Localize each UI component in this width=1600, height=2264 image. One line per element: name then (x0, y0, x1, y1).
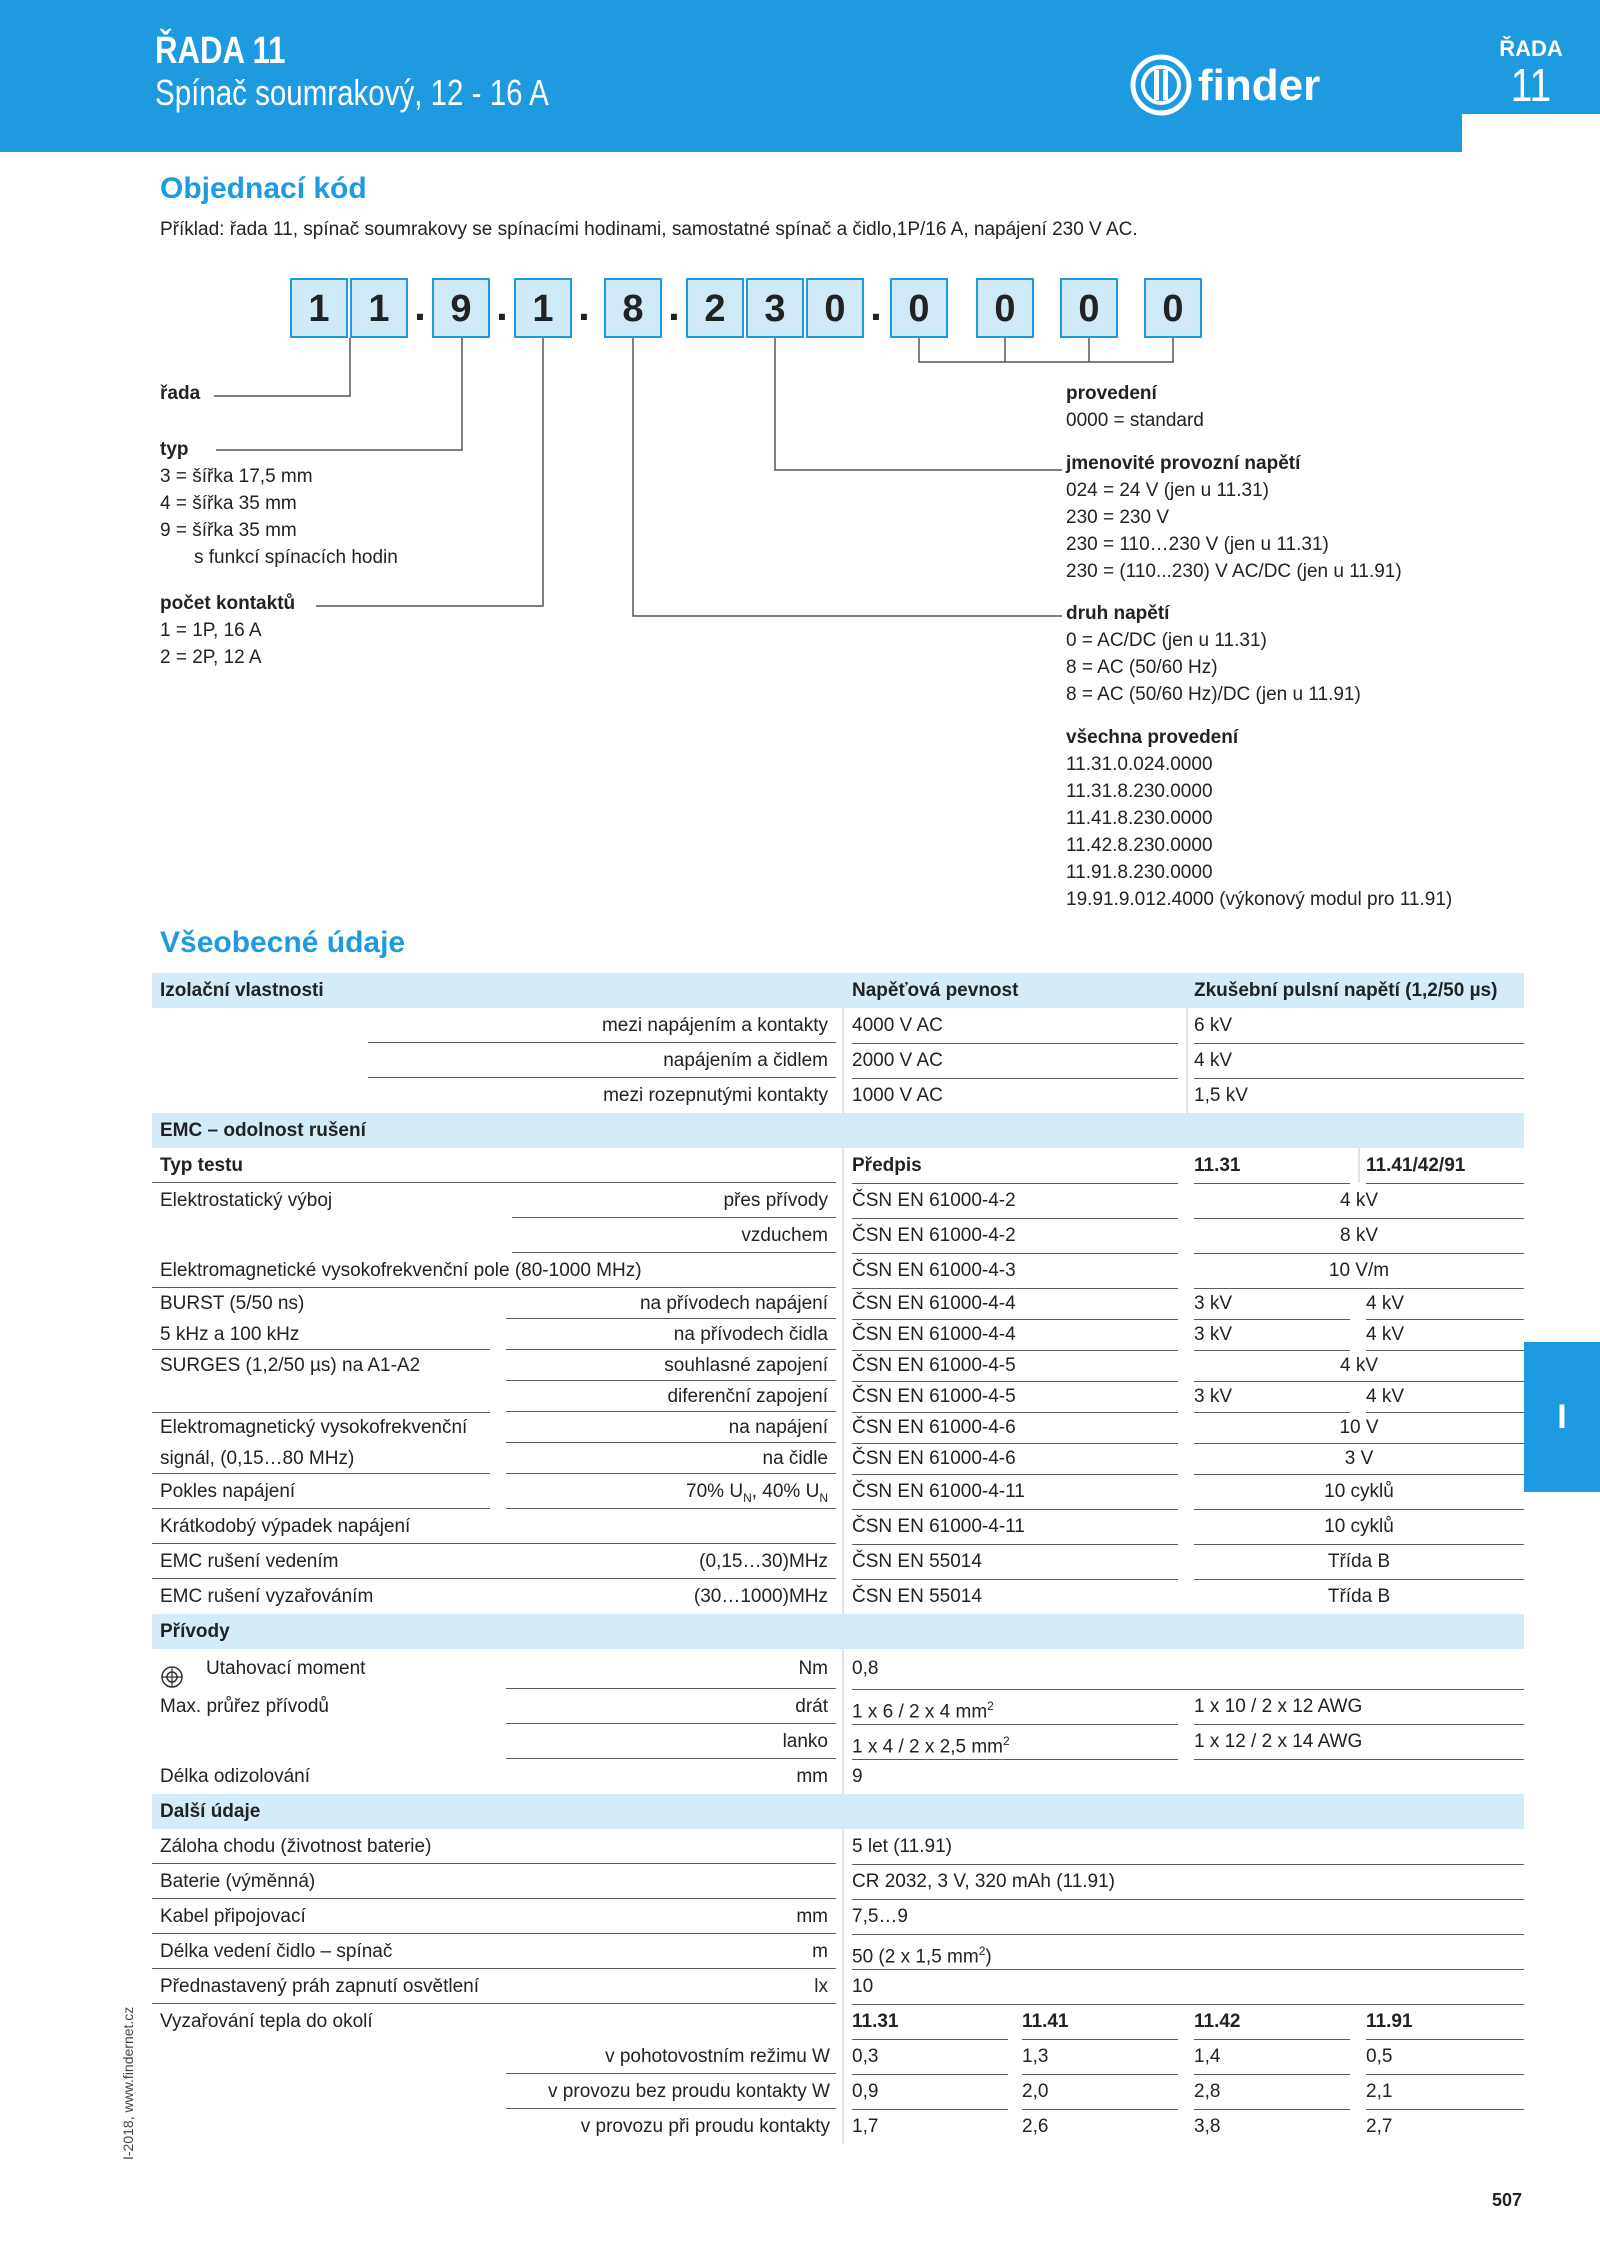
kontakty-title: počet kontaktů (160, 593, 296, 614)
cell: ČSN EN 61000-4-11 (852, 1474, 1178, 1510)
cell: 1 x 12 / 2 x 14 AWG (1194, 1724, 1524, 1760)
cell: signál, (0,15…80 MHz) (152, 1443, 490, 1474)
table-row (152, 1759, 1524, 1794)
cell: 3 V (1194, 1443, 1524, 1475)
cell: mezi napájením a kontakty (368, 1008, 836, 1043)
table-row (152, 1899, 1524, 1934)
cell: 50 (2 x 1,5 $mm^2$) (852, 1934, 1524, 1970)
table-row (152, 1043, 1524, 1078)
vsechna-title: všechna provedení (1066, 727, 1239, 748)
side-tab: I (1524, 1342, 1600, 1492)
cell: vzduchem (512, 1218, 836, 1253)
cell: lanko (506, 1724, 836, 1759)
cell: ČSN EN 61000-4-6 (852, 1443, 1178, 1475)
table-row (152, 1509, 1524, 1544)
table-row (152, 1350, 1524, 1381)
napeti-block (1066, 450, 1402, 585)
table-row (152, 1113, 1524, 1148)
druh-line: 0 = AC/DC (jen u 11.31) (1066, 630, 1267, 651)
code-dot: . (668, 282, 680, 329)
cell: CR 2032, 3 V, 320 mAh (11.91) (852, 1864, 1524, 1900)
series-tab-label: ŘADA (1499, 36, 1563, 61)
cell: 4 kV (1366, 1288, 1524, 1320)
cell: 6 kV (1194, 1008, 1524, 1044)
cell: 3 kV (1194, 1319, 1350, 1351)
code-digit: 0 (1144, 278, 1202, 338)
cell: diferenční zapojení (506, 1381, 836, 1412)
kontakty-block (160, 590, 295, 671)
emc-header: 11.31 (1194, 1148, 1350, 1184)
cell: 11.91 (1366, 2004, 1524, 2040)
code-dot: . (496, 282, 508, 329)
cell: 4 kV (1194, 1043, 1524, 1079)
iso-header: Izolační vlastnosti (160, 980, 324, 1001)
table-row (152, 1443, 1524, 1474)
cell: Kabel připojovací (152, 1899, 836, 1934)
cell: Elektromagnetické vysokofrekvenční pole (80-1000 MHz) (152, 1253, 836, 1288)
cell: 3,8 (1194, 2116, 1221, 2137)
cell: 8 kV (1194, 1218, 1524, 1254)
cell: ČSN EN 61000-4-4 (852, 1319, 1178, 1351)
cell: mm (796, 1906, 828, 1927)
cell: 1,3 (1022, 2039, 1178, 2075)
cell (152, 1381, 490, 1413)
cell: Délka vedení čidlo – spínač (152, 1934, 836, 1969)
cell: BURST (5/50 ns) (160, 1293, 305, 1314)
order-heading: Objednací kód (160, 172, 367, 205)
napeti-line: 230 = (110...230) V AC/DC (jen u 11.91) (1066, 561, 1402, 582)
code-digit: 9 (432, 278, 490, 338)
table-row (152, 1183, 1524, 1218)
table-row (152, 1381, 1524, 1412)
vsechna-line: 11.31.0.024.0000 (1066, 754, 1213, 775)
table-row (152, 1319, 1524, 1350)
cell: 4 kV (1366, 1319, 1524, 1351)
table-row (152, 1649, 1524, 1689)
cell: 2000 V AC (852, 1043, 1178, 1079)
cell: Utahovací moment (206, 1658, 366, 1679)
iso-header: Zkušební pulsní napětí (1,2/50 µs) (1194, 980, 1498, 1001)
cell: EMC rušení vyzařováním (160, 1586, 374, 1607)
cell: 7,5…9 (852, 1899, 1524, 1935)
cell: 10 V/m (1194, 1253, 1524, 1289)
druh-line: 8 = AC (50/60 Hz) (1066, 657, 1218, 678)
table-row (152, 2109, 1524, 2144)
cell: 10 V (1194, 1412, 1524, 1444)
table-row (152, 1412, 1524, 1443)
side-note: I-2018, www.findernet.cz (120, 2006, 136, 2160)
series-title: ŘADA 11 (155, 30, 286, 72)
code-dot: . (870, 282, 882, 329)
table-row (152, 1148, 1524, 1183)
emc-header: 11.41/42/91 (1366, 1148, 1524, 1184)
cell: 2,6 (1022, 2116, 1049, 2137)
cell: 2,8 (1194, 2074, 1350, 2110)
dalsi-band: Další údaje (160, 1801, 261, 1822)
table-row (152, 1724, 1524, 1759)
cell: Max. průřez přívodů (160, 1696, 329, 1717)
cell: 70% $U_N$, 40% $U_N$ (506, 1474, 836, 1509)
cell: (0,15…30)MHz (699, 1551, 828, 1572)
logo-text: finder (1198, 61, 1321, 110)
code-digit: 1 (350, 278, 408, 338)
table-row (152, 2039, 1524, 2074)
provedeni-line: 0000 = standard (1066, 410, 1204, 431)
cell: ČSN EN 55014 (852, 1544, 1178, 1580)
cell: na napájení (506, 1412, 836, 1443)
cell: v pohotovostním režimu W (506, 2039, 836, 2074)
cell: 1,7 (852, 2116, 879, 2137)
druh-line: 8 = AC (50/60 Hz)/DC (jen u 11.91) (1066, 684, 1361, 705)
cell: 0,3 (852, 2039, 1008, 2075)
code-digit: 0 (890, 278, 948, 338)
druh-title: druh napětí (1066, 603, 1170, 624)
cell: 11.31 (852, 2004, 1008, 2040)
cell: ČSN EN 61000-4-2 (852, 1218, 1178, 1254)
cell: EMC rušení vedením (152, 1544, 836, 1579)
code-digit: 3 (746, 278, 804, 338)
cell: Pokles napájení (152, 1474, 490, 1509)
table-row (152, 1078, 1524, 1113)
cell: 4 kV (1366, 1381, 1524, 1413)
code-digit: 1 (514, 278, 572, 338)
table-row (152, 1288, 1524, 1319)
emc-band: EMC – odolnost rušení (160, 1120, 366, 1141)
vsechna-line: 11.41.8.230.0000 (1066, 808, 1213, 829)
cell: 2,0 (1022, 2074, 1178, 2110)
napeti-title: jmenovité provozní napětí (1066, 453, 1301, 474)
table-row (152, 973, 1524, 1008)
cell: 4 kV (1194, 1350, 1524, 1382)
cell: Elektrostatický výboj (160, 1190, 333, 1211)
typ-line: 4 = šířka 35 mm (160, 493, 297, 514)
cell: ČSN EN 61000-4-5 (852, 1381, 1178, 1413)
cell: 0,9 (852, 2074, 1008, 2110)
typ-line: s funkcí spínacích hodin (194, 547, 398, 568)
table-row (152, 1794, 1524, 1829)
privody-band: Přívody (160, 1621, 230, 1642)
vsechna-line: 11.31.8.230.0000 (1066, 781, 1213, 802)
cell: 3 kV (1194, 1381, 1350, 1413)
cell: 11.42 (1194, 2004, 1350, 2040)
table-row (152, 1934, 1524, 1969)
code-digit: 1 (290, 278, 348, 338)
napeti-line: 230 = 230 V (1066, 507, 1170, 528)
cell: 1,5 kV (1194, 1085, 1248, 1106)
code-digit: 0 (806, 278, 864, 338)
cell: přes přívody (512, 1183, 836, 1218)
vsechna-line: 11.91.8.230.0000 (1066, 862, 1213, 883)
cell: 0,8 (852, 1649, 1524, 1690)
cell: 1000 V AC (852, 1085, 943, 1106)
cell: Vyzařování tepla do okolí (160, 2011, 373, 2032)
vsechna-line: 11.42.8.230.0000 (1066, 835, 1213, 856)
napeti-line: 024 = 24 V (jen u 11.31) (1066, 480, 1269, 501)
cell: souhlasné zapojení (506, 1350, 836, 1381)
cell: na přívodech čidla (506, 1319, 836, 1350)
cell: 4 kV (1194, 1183, 1524, 1219)
cell: 1,4 (1194, 2039, 1350, 2075)
table-row (152, 1829, 1524, 1864)
table-row (152, 2074, 1524, 2109)
cell: 5 let (11.91) (852, 1829, 1524, 1865)
napeti-line: 230 = 110…230 V (jen u 11.31) (1066, 534, 1329, 555)
table-row (152, 1614, 1524, 1649)
series-tab-number: 11 (1510, 59, 1552, 111)
typ-line: 9 = šířka 35 mm (160, 520, 297, 541)
vsechna-block (1066, 724, 1452, 913)
cell: lx (814, 1976, 828, 1997)
cell: Záloha chodu (životnost baterie) (152, 1829, 836, 1864)
code-dot: . (578, 282, 590, 329)
cell: mm (796, 1766, 828, 1787)
cell: SURGES (1,2/50 µs) na A1-A2 (160, 1355, 421, 1376)
vsechna-line: 19.91.9.012.4000 (výkonový modul pro 11.91) (1066, 889, 1453, 910)
emc-header: Typ testu (152, 1148, 836, 1183)
table-row (152, 1689, 1524, 1724)
cell: 2,7 (1366, 2116, 1393, 2137)
cell: na čidle (506, 1443, 836, 1474)
druh-block (1066, 600, 1361, 708)
typ-line: 3 = šířka 17,5 mm (160, 466, 313, 487)
cell: mezi rozepnutými kontakty (603, 1085, 828, 1106)
emc-header: Předpis (852, 1148, 1178, 1184)
cell: 0,5 (1366, 2039, 1524, 2075)
cell: ČSN EN 61000-4-3 (852, 1253, 1178, 1289)
cell: 1 x 6 / 2 x 4 $mm^2$ (852, 1689, 1178, 1725)
cell: Délka odizolování (160, 1766, 310, 1787)
cell: 5 kHz a 100 kHz (152, 1319, 490, 1350)
cell: 10 (852, 1969, 1524, 2005)
cell: 11.41 (1022, 2004, 1178, 2040)
provedeni-title: provedení (1066, 383, 1157, 404)
cell: Přednastavený práh zapnutí osvětlení (152, 1969, 836, 2004)
cell: drát (506, 1689, 836, 1724)
cell: Třída B (1327, 1586, 1391, 1607)
cell: Baterie (výměnná) (152, 1864, 836, 1899)
cell: Krátkodobý výpadek napájení (152, 1509, 836, 1544)
cell: 4000 V AC (852, 1008, 1178, 1044)
label-rada: řada (160, 383, 201, 404)
table-row (152, 1544, 1524, 1579)
cell: napájením a čidlem (368, 1043, 836, 1078)
cell: ČSN EN 61000-4-11 (852, 1509, 1178, 1545)
code-digit: 0 (976, 278, 1034, 338)
cell: ČSN EN 61000-4-5 (852, 1350, 1178, 1382)
code-digit: 2 (686, 278, 744, 338)
cell: Nm (506, 1649, 836, 1689)
cell: v provozu při proudu kontakty (580, 2116, 830, 2137)
kontakty-line: 1 = 1P, 16 A (160, 620, 262, 641)
cell: Třída B (1194, 1544, 1524, 1580)
iso-header: Napěťová pevnost (852, 980, 1019, 1001)
code-digit: 0 (1060, 278, 1118, 338)
typ-block (160, 436, 398, 571)
table-row (152, 2004, 1524, 2039)
cell: ČSN EN 61000-4-4 (852, 1288, 1178, 1320)
cell: ČSN EN 55014 (852, 1586, 982, 1607)
page-number: 507 (1492, 2190, 1523, 2210)
typ-title: typ (160, 439, 189, 460)
cell: Elektromagnetický vysokofrekvenční (160, 1417, 468, 1438)
series-subtitle: Spínač soumrakový, 12 - 16 A (155, 72, 549, 113)
cell: 1 x 10 / 2 x 12 AWG (1194, 1689, 1524, 1725)
kontakty-line: 2 = 2P, 12 A (160, 647, 262, 668)
table-row (152, 1008, 1524, 1043)
cell: 10 cyklů (1194, 1474, 1524, 1510)
cell: (30…1000)MHz (693, 1586, 828, 1607)
table-row (152, 1579, 1524, 1614)
table-row (152, 1969, 1524, 2004)
cell: 1 x 4 / 2 x 2,5 $mm^2$ (852, 1724, 1178, 1760)
cell: na přívodech napájení (506, 1288, 836, 1319)
cell: ČSN EN 61000-4-2 (852, 1183, 1178, 1219)
cell: 9 (852, 1766, 863, 1787)
table-row (152, 1864, 1524, 1899)
cell: 2,1 (1366, 2074, 1524, 2110)
cell: ČSN EN 61000-4-6 (852, 1412, 1178, 1444)
table-row (152, 1474, 1524, 1509)
cell: v provozu bez proudu kontakty W (506, 2074, 836, 2109)
cell: 10 cyklů (1194, 1509, 1524, 1545)
code-digit: 8 (604, 278, 662, 338)
order-example: Příklad: řada 11, spínač soumrakovy se spínacími hodinami, samostatné spínač a čidlo,1P/16 A, napájení 230 V AC. (160, 219, 1138, 240)
general-heading: Všeobecné údaje (160, 926, 406, 959)
code-dot: . (414, 282, 426, 329)
table-row (152, 1253, 1524, 1288)
cell: 3 kV (1194, 1288, 1350, 1320)
cell: m (812, 1941, 828, 1962)
provedeni-block (1066, 380, 1204, 434)
table-row (152, 1218, 1524, 1253)
